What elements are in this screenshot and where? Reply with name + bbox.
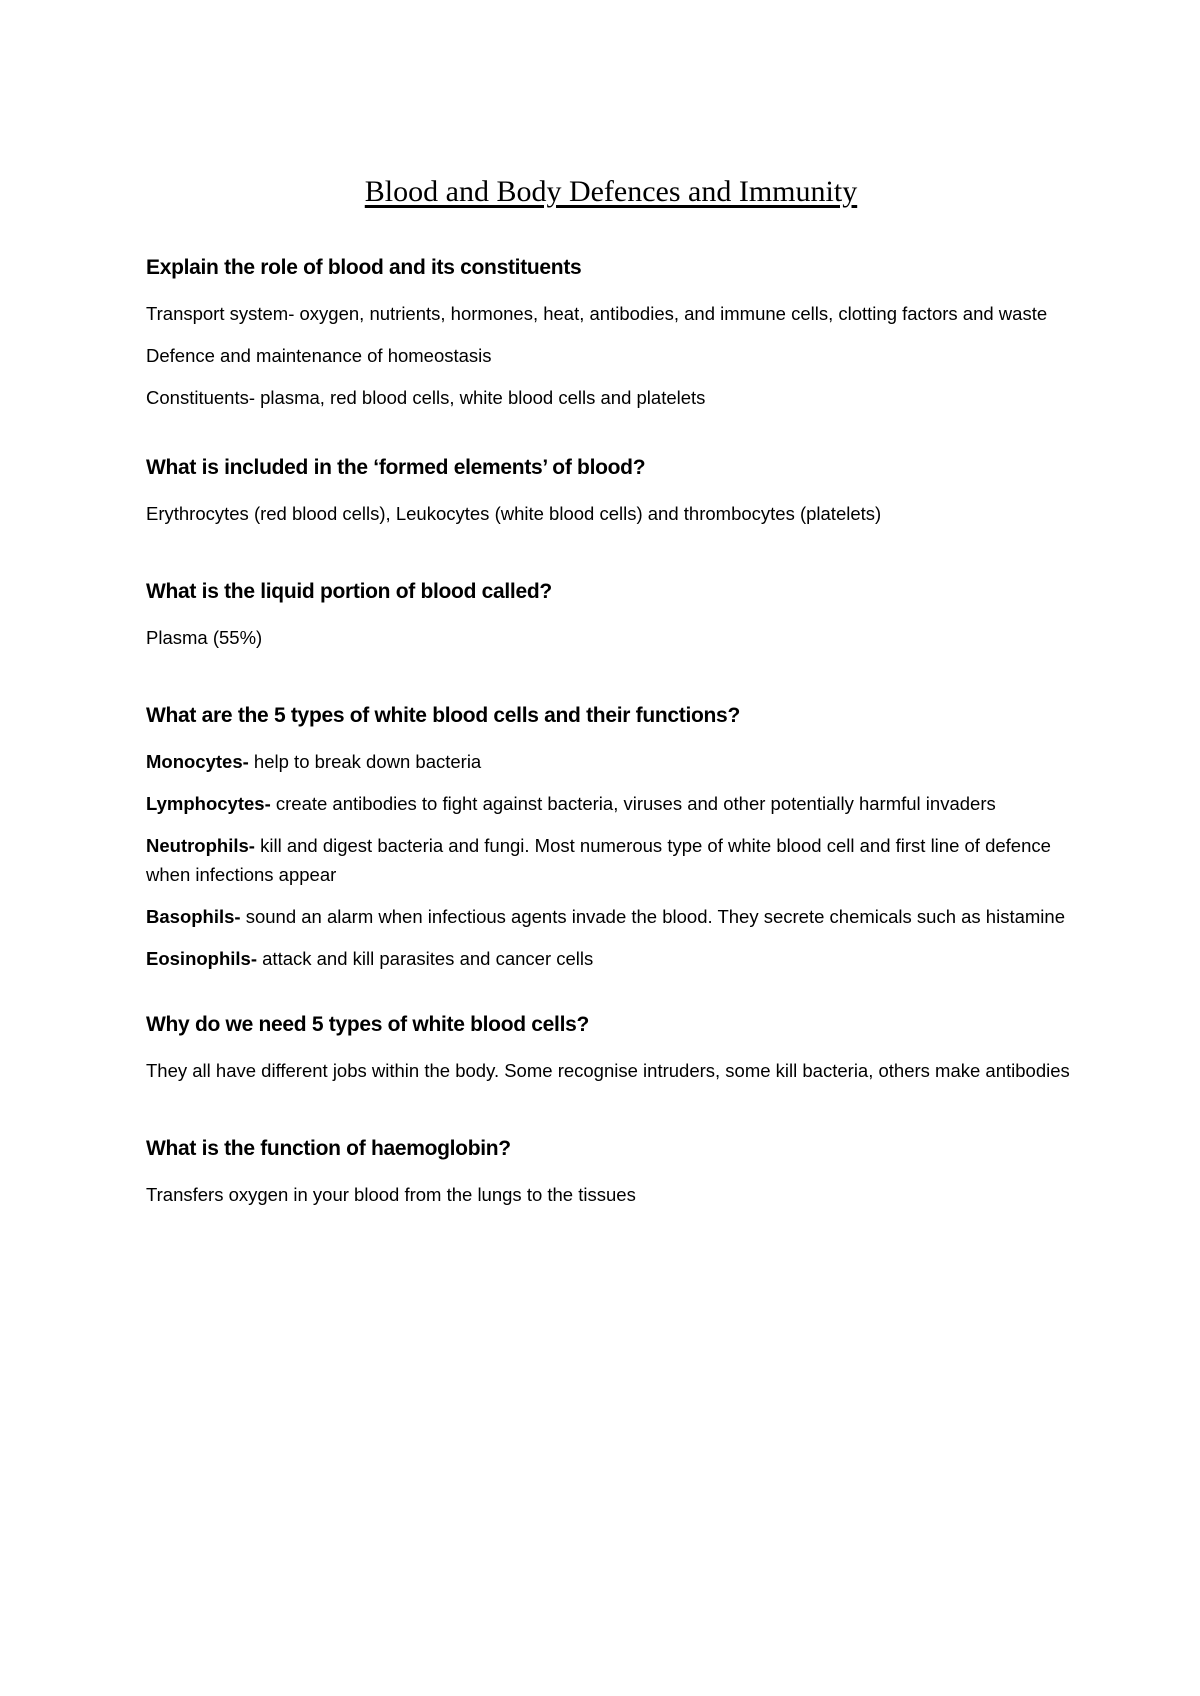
section-question: What is the liquid portion of blood called?	[146, 580, 552, 603]
cell-definition-basophils	[146, 902, 1076, 931]
cell-definition-lymphocytes	[146, 789, 1076, 818]
cell-term: Neutrophils-	[146, 835, 255, 856]
cell-description: sound an alarm when infectious agents invade the blood. They secrete chemicals such as histamine	[240, 906, 1065, 927]
section-white-blood-cells	[146, 702, 1076, 973]
section-answer: Plasma (55%)	[146, 627, 263, 648]
document-title: Blood and Body Defences and Immunity	[364, 175, 858, 208]
section-haemoglobin	[146, 1135, 1076, 1209]
cell-term: Basophils-	[146, 906, 241, 927]
cell-term: Eosinophils-	[146, 948, 257, 969]
cell-definition-neutrophils	[146, 831, 1076, 889]
cell-definition-eosinophils	[146, 944, 1076, 973]
section-answer: Erythrocytes (red blood cells), Leukocytes (white blood cells) and thrombocytes (platelets)	[146, 503, 882, 524]
cell-description: kill and digest bacteria and fungi. Most numerous type of white blood cell and first line of defence when infections appear	[146, 835, 1051, 885]
cell-description: create antibodies to fight against bacteria, viruses and other potentially harmful invaders	[270, 793, 996, 814]
section-answer: They all have different jobs within the body. Some recognise intruders, some kill bacteria, others make antibodies	[146, 1060, 1070, 1081]
section-answer: Transfers oxygen in your blood from the lungs to the tissues	[146, 1184, 636, 1205]
cell-description: attack and kill parasites and cancer cells	[257, 948, 594, 969]
document-page	[146, 160, 1076, 1209]
cell-description: help to break down bacteria	[248, 751, 482, 772]
cell-definition-monocytes	[146, 747, 1076, 776]
cell-term: Monocytes-	[146, 751, 249, 772]
section-answer: Constituents- plasma, red blood cells, white blood cells and platelets	[146, 387, 706, 408]
section-formed-elements	[146, 454, 1076, 528]
section-question: What is the function of haemoglobin?	[146, 1137, 511, 1160]
section-liquid-portion	[146, 578, 1076, 652]
cell-term: Lymphocytes-	[146, 793, 271, 814]
section-question: Explain the role of blood and its constituents	[146, 256, 582, 279]
section-question: Why do we need 5 types of white blood cells?	[146, 1013, 590, 1036]
section-question: What are the 5 types of white blood cells and their functions?	[146, 704, 740, 727]
section-answer: Transport system- oxygen, nutrients, hormones, heat, antibodies, and immune cells, clotting factors and waste	[146, 303, 1048, 324]
section-question: What is included in the ‘formed elements’ of blood?	[146, 456, 646, 479]
section-answer: Defence and maintenance of homeostasis	[146, 345, 492, 366]
section-role-of-blood	[146, 254, 1076, 412]
section-why-five-types	[146, 1011, 1076, 1085]
